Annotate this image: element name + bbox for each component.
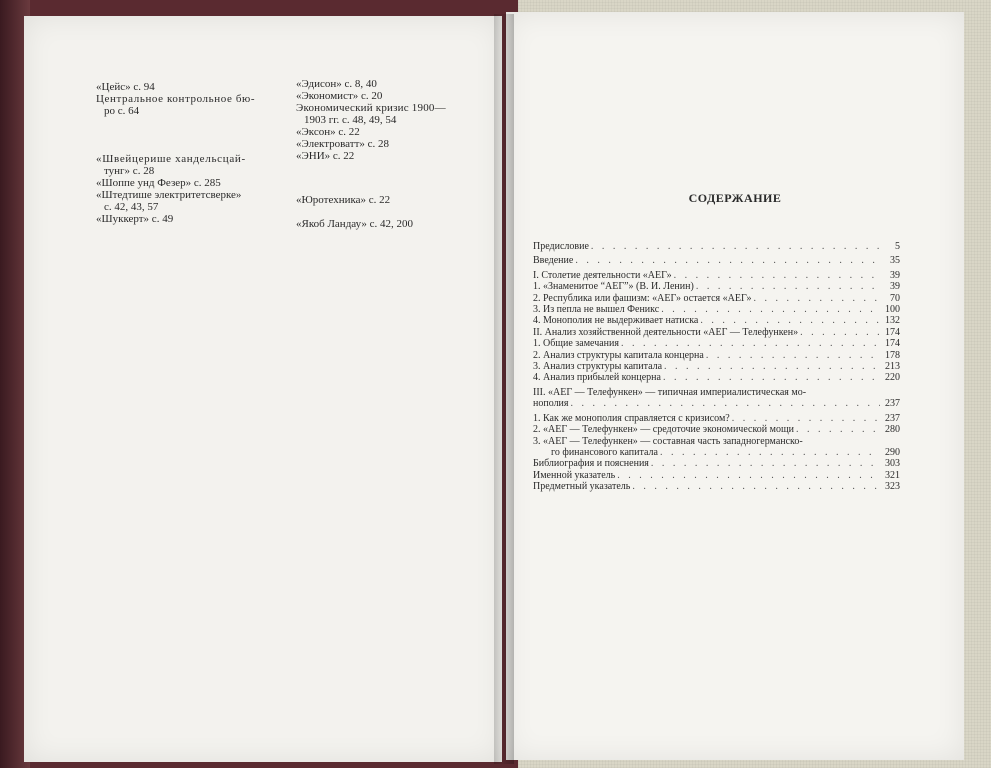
toc-page: 220 — [885, 372, 900, 384]
toc-row — [533, 398, 900, 409]
toc-label: 3. Из пепла не вышел Феникс — [533, 304, 660, 316]
toc-page: 178 — [885, 349, 900, 361]
index-entry: Экономический кризис 1900— — [296, 102, 446, 114]
toc-row — [533, 304, 900, 315]
toc-page: 174 — [885, 326, 900, 338]
toc-label: II. Анализ хозяйственной деятельности «АЕГ — Телефункен» — [533, 326, 799, 338]
index-entry: «Экономист» с. 20 — [296, 90, 383, 102]
index-entry: «Эдисон» с. 8, 40 — [296, 78, 377, 90]
toc-label: Предисловие — [533, 241, 589, 252]
toc-page: 5 — [895, 241, 900, 252]
toc-label: Предметный указатель — [533, 481, 631, 493]
toc-page: 70 — [890, 292, 900, 304]
toc-row — [533, 361, 900, 372]
toc-page: 39 — [890, 281, 900, 293]
toc-label: III. «АЕГ — Телефункен» — типичная империалистическая мо- — [533, 386, 807, 398]
toc-page: 321 — [885, 469, 900, 481]
toc-row — [533, 447, 900, 458]
toc-label: Именной указатель — [533, 469, 616, 481]
toc-row — [533, 470, 900, 481]
index-entry: «Цейс» с. 94 — [96, 81, 155, 93]
toc-row — [533, 270, 900, 281]
toc-row — [533, 424, 900, 435]
toc-row — [533, 241, 900, 252]
toc-title: СОДЕРЖАНИЕ — [688, 191, 782, 205]
toc-page: 39 — [890, 269, 900, 281]
index-entry: Центральное контрольное бю- — [96, 93, 256, 105]
index-entry: с. 42, 43, 57 — [104, 201, 159, 213]
table-of-contents — [533, 241, 900, 493]
toc-label: I. Столетие деятельности «АЕГ» — [533, 269, 672, 281]
toc-page: 280 — [885, 424, 900, 436]
book-gutter — [494, 14, 514, 764]
toc-page: 303 — [885, 458, 900, 470]
index-entry: 1903 гг. с. 48, 49, 54 — [304, 114, 397, 126]
toc-row — [533, 481, 900, 492]
toc-label: 2. «АЕГ — Телефункен» — средоточие экономической мощи — [533, 424, 795, 436]
toc-row — [533, 315, 900, 326]
toc-label: Введение — [533, 255, 574, 267]
toc-row — [533, 350, 900, 361]
toc-label: 1. «Знаменитое “АЕГ”» (В. И. Ленин) — [533, 281, 694, 293]
toc-label: 4. Анализ прибылей концерна — [533, 372, 661, 384]
toc-row — [533, 436, 900, 447]
toc-label: 4. Монополия не выдерживает натиска — [533, 315, 699, 327]
toc-page: 237 — [885, 398, 900, 410]
toc-row — [533, 372, 900, 383]
index-entry: «ЭНИ» с. 22 — [296, 150, 355, 162]
index-entry: «Электроватт» с. 28 — [296, 138, 390, 150]
toc-page: 323 — [885, 481, 900, 493]
toc-row — [533, 458, 900, 469]
toc-page: 174 — [885, 338, 900, 350]
toc-row — [533, 281, 900, 292]
index-entry: «Штедтише электритетсверке» — [96, 189, 242, 201]
toc-page: 100 — [885, 304, 900, 316]
toc-label: 3. «АЕГ — Телефункен» — составная часть западногерманско- — [533, 435, 803, 447]
toc-row — [533, 338, 900, 349]
index-column-2 — [296, 78, 476, 230]
toc-page: 132 — [885, 315, 900, 327]
toc-row — [533, 413, 900, 424]
index-entry: «Швейцерише хандельсцай- — [96, 153, 246, 165]
toc-page: 290 — [885, 446, 900, 458]
toc-label: 2. Республика или фашизм: «АЕГ» остается «АЕГ» — [533, 292, 752, 304]
toc-label: 3. Анализ структуры капитала — [533, 361, 663, 373]
toc-row — [533, 255, 900, 266]
toc-label: 2. Анализ структуры капитала концерна — [533, 349, 704, 361]
toc-page: 35 — [890, 255, 900, 267]
index-entry: ро с. 64 — [104, 105, 140, 117]
index-entry: «Шоппе унд Фезер» с. 285 — [96, 177, 221, 189]
index-entry: «Юротехника» с. 22 — [296, 194, 391, 206]
toc-label: 1. Как же монополия справляется с кризисом? — [533, 412, 730, 424]
index-entry: «Шуккерт» с. 49 — [96, 213, 174, 225]
toc-page: 213 — [885, 361, 900, 373]
toc-row — [533, 387, 900, 398]
index-entry: «Якоб Ландау» с. 42, 200 — [296, 218, 414, 230]
toc-page: 237 — [885, 412, 900, 424]
toc-row — [533, 327, 900, 338]
toc-label: го финансового капитала — [551, 446, 658, 458]
index-column-1 — [96, 81, 266, 225]
index-entry: тунг» с. 28 — [104, 165, 155, 177]
toc-label: нополия — [533, 398, 569, 410]
toc-label: Библиография и пояснения — [533, 458, 649, 470]
index-entry: «Эксон» с. 22 — [296, 126, 360, 138]
toc-row — [533, 293, 900, 304]
toc-label: 1. Общие замечания — [533, 338, 619, 350]
